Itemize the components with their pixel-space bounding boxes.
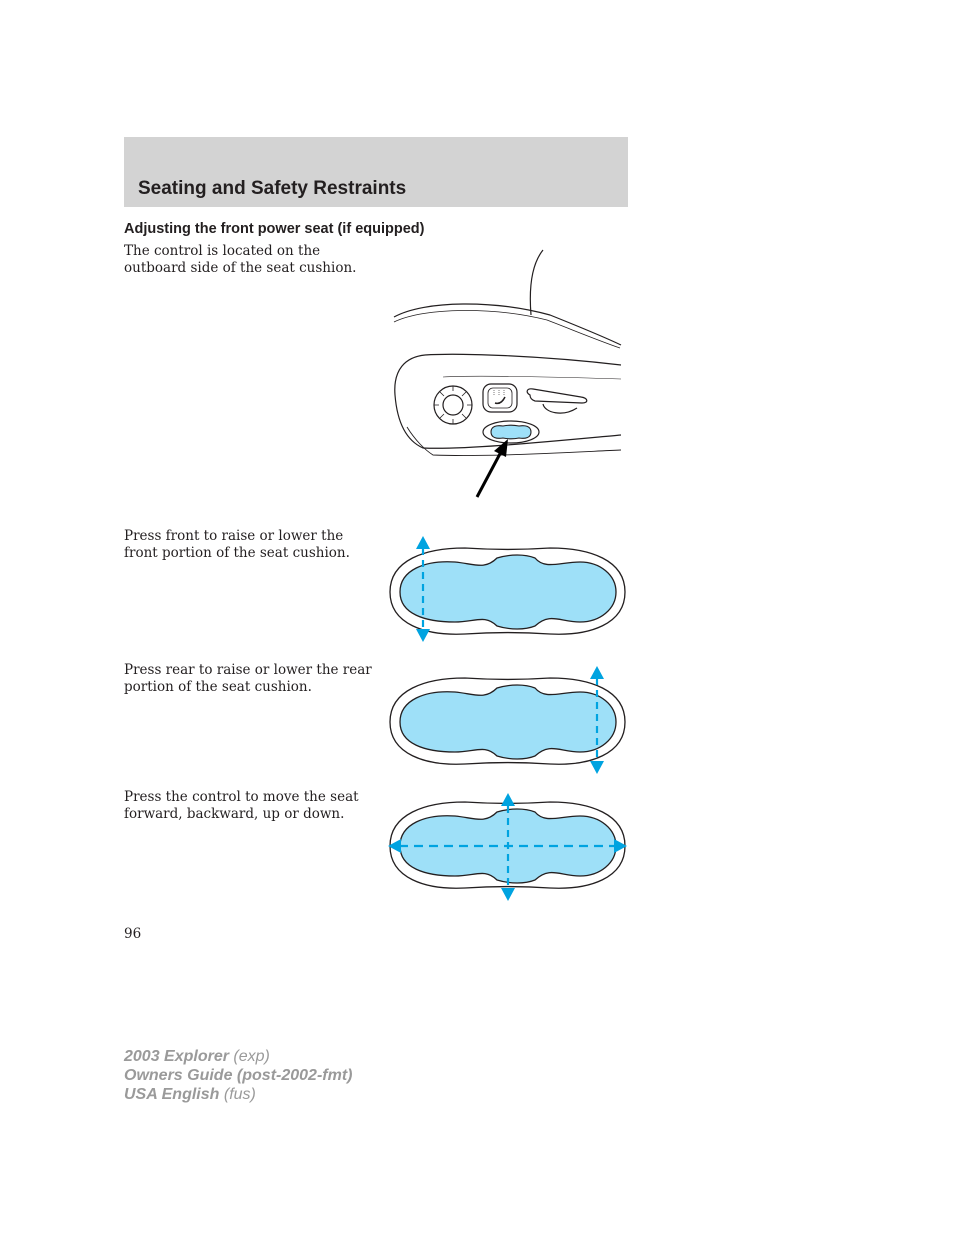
control-button-fill — [400, 685, 616, 759]
paragraph-whole-seat — [124, 789, 374, 823]
front-cushion-adjust-diagram — [385, 530, 630, 648]
pointer-arrow-line — [477, 450, 502, 497]
rear-cushion-adjust-diagram — [385, 662, 630, 780]
page-number: 96 — [124, 926, 142, 942]
arrow-down-icon — [501, 888, 515, 901]
arrow-up-icon — [590, 666, 604, 679]
subsection-heading: Adjusting the front power seat (if equipped) — [124, 221, 425, 237]
footer-language: USA English — [124, 1086, 220, 1103]
footer-line — [124, 1085, 352, 1104]
section-title: Seating and Safety Restraints — [138, 178, 407, 199]
paragraph-line: front portion of the seat cushion. — [124, 545, 350, 561]
paragraph-rear-cushion — [124, 662, 374, 696]
paragraph-line: Press front to raise or lower the — [124, 528, 344, 544]
paragraph-line: forward, backward, up or down. — [124, 806, 345, 822]
recline-lever — [527, 389, 587, 403]
power-seat-control-highlight — [491, 425, 531, 439]
paragraph-control-location — [124, 243, 374, 277]
footer-line — [124, 1066, 352, 1085]
arrow-up-icon — [416, 536, 430, 549]
paragraph-line: outboard side of the seat cushion. — [124, 260, 357, 276]
lumbar-knob — [434, 386, 472, 424]
footer-line — [124, 1047, 352, 1066]
paragraph-line: portion of the seat cushion. — [124, 679, 312, 695]
paragraph-line: The control is located on the — [124, 243, 321, 259]
arrow-up-icon — [501, 793, 515, 806]
paragraph-line: Press the control to move the seat — [124, 789, 359, 805]
seat-back-edge — [530, 250, 543, 315]
footer-language-code: (fus) — [223, 1086, 256, 1103]
control-button-fill — [400, 555, 616, 629]
arrow-down-icon — [590, 761, 604, 774]
footer-model: 2003 Explorer — [124, 1048, 229, 1065]
paragraph-line: Press rear to raise or lower the rear — [124, 662, 372, 678]
seat-control-location-illustration — [385, 245, 630, 505]
footer-model-code: (exp) — [233, 1048, 270, 1065]
four-way-adjust-diagram — [385, 790, 630, 905]
document-footer — [124, 1047, 352, 1104]
footer-guide: Owners Guide (post-2002-fmt) — [124, 1067, 353, 1084]
paragraph-front-cushion — [124, 528, 374, 562]
arrow-down-icon — [416, 629, 430, 642]
